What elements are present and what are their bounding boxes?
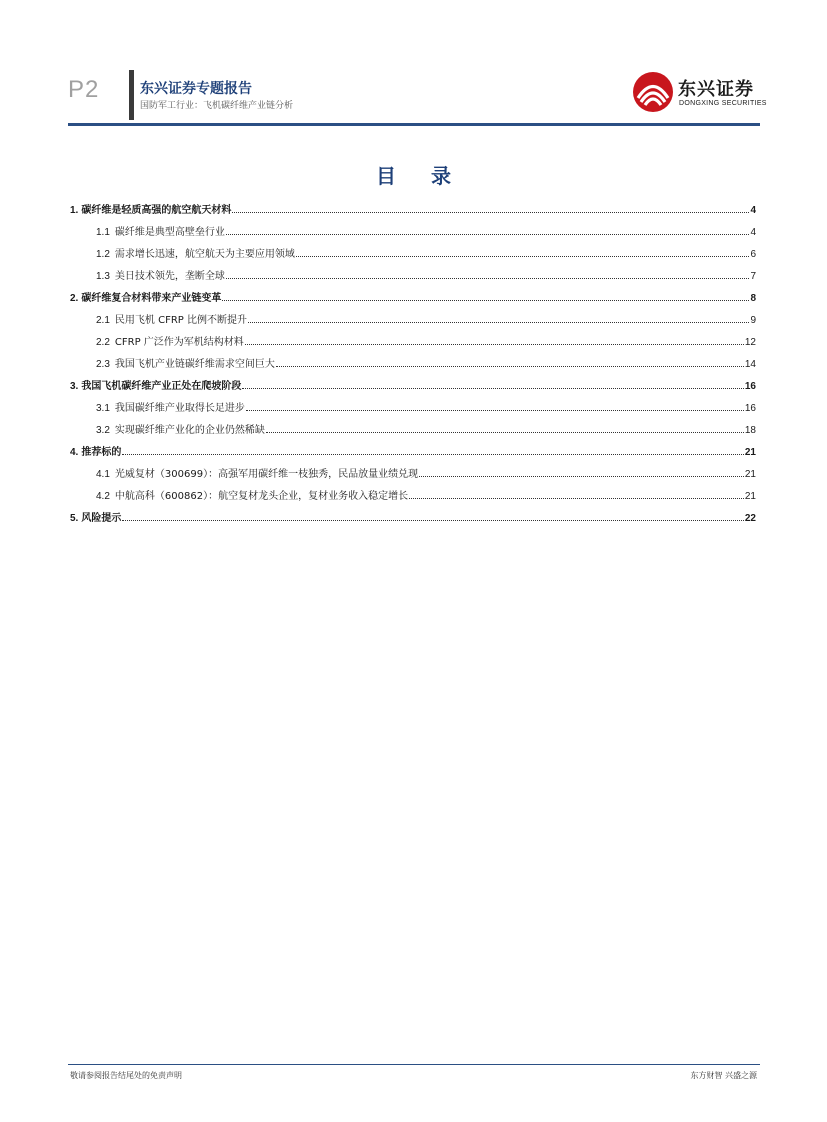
header-divider-bar bbox=[129, 70, 134, 120]
toc-entry-page: 21 bbox=[744, 491, 756, 502]
toc-entry[interactable] bbox=[70, 282, 756, 304]
toc-entry-page: 21 bbox=[744, 447, 756, 458]
toc-entry-label: 需求增长迅速，航空航天为主要应用领域 bbox=[114, 249, 295, 260]
toc-entry[interactable] bbox=[70, 348, 756, 370]
toc-entry-label: 我国飞机碳纤维产业正处在爬坡阶段 bbox=[81, 381, 242, 392]
toc-entry-label: 我国飞机产业链碳纤维需求空间巨大 bbox=[114, 359, 275, 370]
logo-mark-icon bbox=[632, 71, 674, 113]
toc-leader-dots bbox=[419, 476, 744, 477]
toc-entry[interactable] bbox=[70, 260, 756, 282]
toc-entry[interactable] bbox=[70, 370, 756, 392]
toc-entry-label: 实现碳纤维产业化的企业仍然稀缺 bbox=[114, 425, 265, 436]
toc-entry-label: CFRP 广泛作为军机结构材料 bbox=[114, 337, 244, 348]
toc-entry-page: 12 bbox=[744, 337, 756, 348]
report-subtitle: 国防军工行业：飞机碳纤维产业链分析 bbox=[140, 101, 294, 111]
toc-entry-label: 推荐标的 bbox=[81, 447, 122, 458]
toc-leader-dots bbox=[242, 388, 744, 389]
toc-entry-number: 3.2 bbox=[96, 425, 110, 436]
toc-entry-page: 18 bbox=[744, 425, 756, 436]
toc-entry[interactable] bbox=[70, 458, 756, 480]
table-of-contents bbox=[70, 194, 756, 524]
toc-entry-page: 7 bbox=[750, 271, 756, 282]
header-rule bbox=[68, 123, 760, 126]
toc-entry-page: 6 bbox=[750, 249, 756, 260]
page-number: P2 bbox=[68, 76, 100, 103]
toc-leader-dots bbox=[266, 432, 744, 433]
toc-entry-label: 光威复材（300699）：高强军用碳纤维一枝独秀，民品放量业绩兑现 bbox=[114, 469, 419, 480]
page-header bbox=[68, 66, 767, 128]
toc-entry[interactable] bbox=[70, 216, 756, 238]
toc-entry[interactable] bbox=[70, 326, 756, 348]
toc-entry[interactable] bbox=[70, 436, 756, 458]
toc-entry-label: 碳纤维是典型高壁垒行业 bbox=[114, 227, 225, 238]
company-logo bbox=[632, 71, 767, 113]
toc-entry-number: 1. bbox=[70, 205, 79, 216]
toc-entry-page: 16 bbox=[744, 403, 756, 414]
toc-leader-dots bbox=[246, 410, 744, 411]
report-title: 东兴证券专题报告 bbox=[140, 81, 252, 97]
toc-leader-dots bbox=[245, 344, 744, 345]
footer-rule bbox=[68, 1064, 760, 1065]
disclaimer-note: 敬请参阅报告结尾处的免责声明 bbox=[70, 1071, 182, 1080]
toc-entry-number: 2.1 bbox=[96, 315, 110, 326]
toc-leader-dots bbox=[248, 322, 749, 323]
toc-leader-dots bbox=[276, 366, 744, 367]
toc-entry-page: 14 bbox=[744, 359, 756, 370]
toc-entry-page: 4 bbox=[750, 227, 756, 238]
toc-leader-dots bbox=[232, 212, 749, 213]
toc-entry-number: 4.2 bbox=[96, 491, 110, 502]
toc-entry[interactable] bbox=[70, 480, 756, 502]
toc-entry[interactable] bbox=[70, 392, 756, 414]
toc-leader-dots bbox=[222, 300, 749, 301]
toc-entry[interactable] bbox=[70, 502, 756, 524]
toc-entry-number: 2.3 bbox=[96, 359, 110, 370]
toc-entry-page: 9 bbox=[750, 315, 756, 326]
toc-entry-label: 碳纤维复合材料带来产业链变革 bbox=[81, 293, 222, 304]
toc-entry-number: 1.2 bbox=[96, 249, 110, 260]
toc-entry-label: 我国碳纤维产业取得长足进步 bbox=[114, 403, 245, 414]
toc-title: 目 录 bbox=[376, 164, 465, 188]
toc-leader-dots bbox=[296, 256, 750, 257]
toc-leader-dots bbox=[122, 454, 744, 455]
toc-entry-number: 4. bbox=[70, 447, 79, 458]
toc-entry[interactable] bbox=[70, 414, 756, 436]
toc-entry-number: 3.1 bbox=[96, 403, 110, 414]
toc-entry-page: 21 bbox=[744, 469, 756, 480]
toc-leader-dots bbox=[226, 278, 750, 279]
toc-entry-label: 民用飞机 CFRP 比例不断提升 bbox=[114, 315, 247, 326]
toc-entry[interactable] bbox=[70, 304, 756, 326]
toc-entry-label: 中航高科（600862）：航空复材龙头企业，复材业务收入稳定增长 bbox=[114, 491, 409, 502]
toc-leader-dots bbox=[122, 520, 744, 521]
toc-entry-number: 4.1 bbox=[96, 469, 110, 480]
toc-entry-label: 风险提示 bbox=[81, 513, 122, 524]
toc-entry-page: 22 bbox=[744, 513, 756, 524]
toc-entry-number: 2. bbox=[70, 293, 79, 304]
toc-entry-number: 2.2 bbox=[96, 337, 110, 348]
logo-text-en: DONGXING SECURITIES bbox=[679, 100, 767, 107]
toc-entry-number: 1.3 bbox=[96, 271, 110, 282]
toc-entry-page: 4 bbox=[750, 205, 756, 216]
logo-text-cn: 东兴证券 bbox=[678, 79, 754, 100]
toc-entry-number: 1.1 bbox=[96, 227, 110, 238]
toc-leader-dots bbox=[226, 234, 750, 235]
toc-entry-number: 5. bbox=[70, 513, 79, 524]
toc-leader-dots bbox=[409, 498, 744, 499]
toc-entry-page: 8 bbox=[750, 293, 756, 304]
toc-entry-page: 16 bbox=[744, 381, 756, 392]
toc-entry[interactable] bbox=[70, 194, 756, 216]
toc-entry-label: 碳纤维是轻质高强的航空航天材料 bbox=[81, 205, 232, 216]
footer-slogan: 东方财智 兴盛之源 bbox=[690, 1071, 757, 1080]
toc-entry-label: 美日技术领先，垄断全球 bbox=[114, 271, 225, 282]
toc-entry[interactable] bbox=[70, 238, 756, 260]
toc-entry-number: 3. bbox=[70, 381, 79, 392]
